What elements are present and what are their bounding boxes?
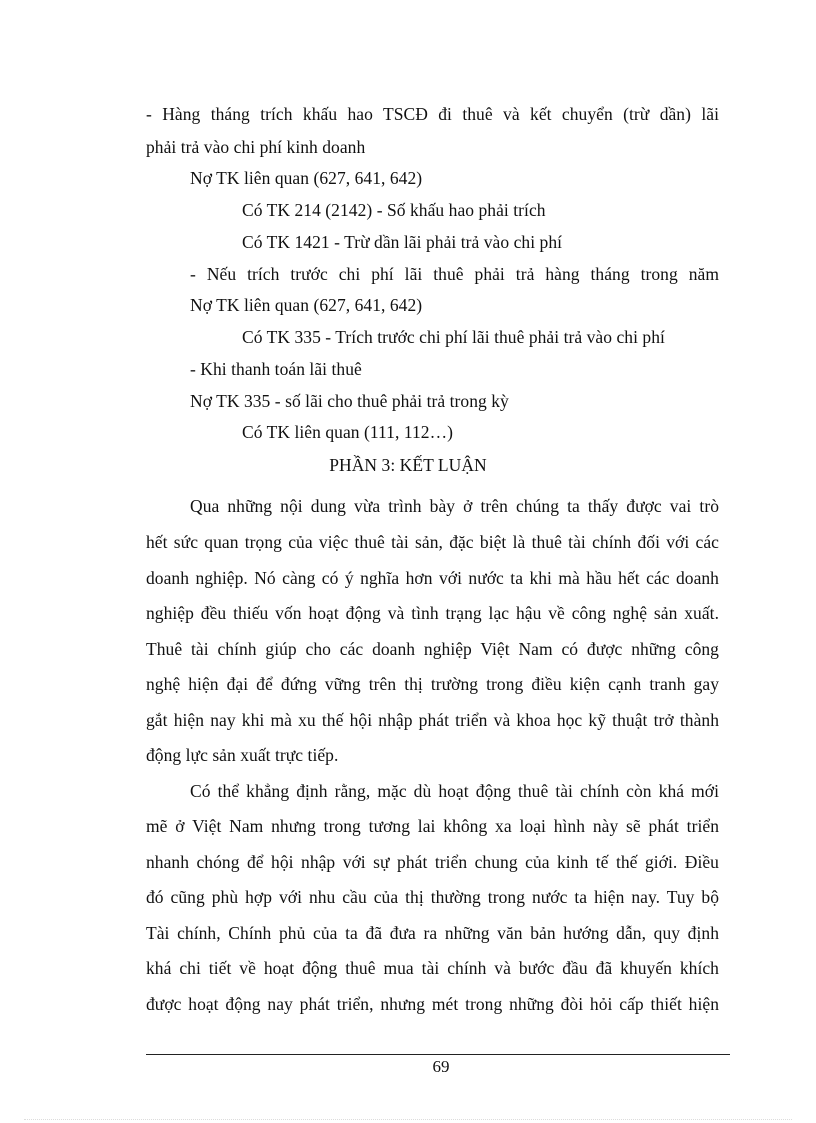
footer-divider <box>146 1054 730 1055</box>
paragraph-line: Thuê tài chính giúp cho các doanh nghiệp Việt Nam có được những công <box>146 639 719 659</box>
paragraph-line: hết sức quan trọng của việc thuê tài sản, đặc biệt là thuê tài chính đối với các <box>146 532 719 552</box>
paragraph-line: doanh nghiệp. Nó càng có ý nghĩa hơn với nước ta khi mà hầu hết các doanh <box>146 568 719 588</box>
paragraph-line: Tài chính, Chính phủ của ta đã đưa ra những văn bản hướng dẫn, quy định <box>146 923 719 943</box>
text-line: Có TK 214 (2142) - Số khấu hao phải trích <box>242 200 546 220</box>
paragraph-line: Có thể khẳng định rằng, mặc dù hoạt động thuê tài chính còn khá mới <box>190 781 719 801</box>
paragraph-line: nhanh chóng để hội nhập với sự phát triển chung của kinh tế thế giới. Điều <box>146 852 719 872</box>
paragraph-line: nghiệp đều thiếu vốn hoạt động và tình trạng lạc hậu về công nghệ sản xuất. <box>146 603 719 623</box>
text-line: Nợ TK 335 - số lãi cho thuê phải trả trong kỳ <box>190 391 509 411</box>
text-line: - Nếu trích trước chi phí lãi thuê phải trả hàng tháng trong năm <box>190 264 719 284</box>
paragraph-line: khá chi tiết về hoạt động thuê mua tài chính và bước đầu đã khuyến khích <box>146 958 719 978</box>
text-line: Nợ TK liên quan (627, 641, 642) <box>190 168 423 188</box>
text-line: - Hàng tháng trích khấu hao TSCĐ đi thuê và kết chuyển (trừ dần) lãi <box>146 104 719 124</box>
paragraph-line: Qua những nội dung vừa trình bày ở trên chúng ta thấy được vai trò <box>190 496 719 516</box>
paragraph-line: mẽ ở Việt Nam nhưng trong tương lai không xa loại hình này sẽ phát triển <box>146 816 719 836</box>
page-number: 69 <box>432 1057 450 1076</box>
text-line: Có TK 1421 - Trừ dần lãi phải trả vào chi phí <box>242 232 563 252</box>
page-edge-rule <box>24 1119 792 1120</box>
text-line: Nợ TK liên quan (627, 641, 642) <box>190 295 423 315</box>
paragraph-line: động lực sản xuất trực tiếp. <box>146 745 339 765</box>
text-line: phải trả vào chi phí kinh doanh <box>146 137 366 157</box>
paragraph-line: nghệ hiện đại để đứng vững trên thị trường trong điều kiện cạnh tranh gay <box>146 674 719 694</box>
section-heading: PHẦN 3: KẾT LUẬN <box>329 455 487 475</box>
paragraph-line: gắt hiện nay khi mà xu thế hội nhập phát triển và khoa học kỹ thuật trở thành <box>146 710 719 730</box>
text-line: Có TK liên quan (111, 112…) <box>242 422 453 442</box>
text-line: - Khi thanh toán lãi thuê <box>190 359 362 379</box>
paragraph-line: đó cũng phù hợp với nhu cầu của thị thường trong nước ta hiện nay. Tuy bộ <box>146 887 719 907</box>
text-line: Có TK 335 - Trích trước chi phí lãi thuê phải trả vào chi phí <box>242 327 665 347</box>
paragraph-line: được hoạt động nay phát triển, nhưng mét trong những đòi hỏi cấp thiết hiện <box>146 994 719 1014</box>
